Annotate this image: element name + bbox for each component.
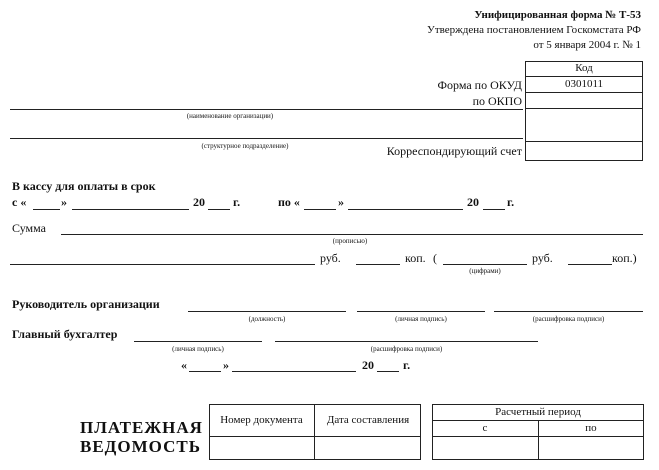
date-close: »: [223, 358, 229, 372]
okud-label: Форма по ОКУД: [437, 78, 522, 92]
amount-label: Сумма: [12, 221, 46, 235]
date-open: «: [181, 358, 187, 372]
to-year-suffix: г.: [507, 195, 515, 209]
head-signature-caption: (личная подпись): [395, 315, 447, 323]
org-name-line: [10, 109, 523, 110]
col-date-created: Дата составления: [326, 414, 410, 426]
from-quote-close: »: [61, 195, 67, 209]
corr-account-label: Корреспондирующий счет: [386, 144, 522, 158]
kop-label-1: коп.: [405, 251, 426, 265]
codes-header: Код: [575, 62, 593, 74]
to-prefix: по «: [278, 195, 300, 209]
accountant-signature-caption: (личная подпись): [172, 345, 224, 353]
head-label: Руководитель организации: [12, 297, 160, 311]
period-header: Расчетный период: [495, 406, 581, 418]
position-line: [188, 311, 346, 312]
col-document-number: Номер документа: [220, 414, 303, 426]
accountant-label: Главный бухгалтер: [12, 327, 118, 341]
payment-period-title: В кассу для оплаты в срок: [12, 179, 156, 193]
org-name-caption: (наименование организации): [186, 112, 274, 120]
to-quote-close: »: [338, 195, 344, 209]
approval-text: Утверждена постановлением Госкомстата РФ: [427, 24, 641, 36]
accountant-signature-line: [134, 341, 262, 342]
document-title-line1: ПЛАТЕЖНАЯ: [80, 418, 203, 437]
approval-date: от 5 января 2004 г. № 1: [533, 39, 641, 51]
doc-info-table: [209, 404, 421, 460]
subdivision-line: [10, 138, 523, 139]
amount-words-line-2: [10, 264, 315, 265]
document-title-line2: ВЕДОМОСТЬ: [80, 437, 201, 456]
paren-open: (: [433, 251, 437, 265]
subdivision-caption: (структурное подразделение): [201, 142, 289, 150]
okud-value: 0301011: [564, 78, 604, 90]
rub-label-2: руб.: [532, 251, 553, 265]
date-year-prefix: 20: [362, 358, 374, 372]
from-prefix: с «: [12, 195, 27, 209]
head-decode-line: [494, 311, 643, 312]
form-code-title: Унифицированная форма № Т-53: [474, 9, 641, 21]
period-from: с: [482, 422, 488, 434]
digits-caption: (цифрами): [469, 267, 501, 275]
accountant-decode-line: [275, 341, 538, 342]
head-decode-caption: (расшифровка подписи): [532, 315, 605, 323]
date-year-suffix: г.: [403, 358, 411, 372]
kop-label-2: коп.): [612, 251, 637, 265]
okpo-label: по ОКПО: [472, 94, 522, 108]
words-caption: (прописью): [332, 237, 368, 245]
rub-label-1: руб.: [320, 251, 341, 265]
accountant-decode-caption: (расшифровка подписи): [370, 345, 443, 353]
to-year-prefix: 20: [467, 195, 479, 209]
from-year-prefix: 20: [193, 195, 205, 209]
period-to: по: [585, 422, 597, 434]
amount-words-line: [61, 234, 643, 235]
from-year-suffix: г.: [233, 195, 241, 209]
head-signature-line: [357, 311, 485, 312]
position-caption: (должность): [248, 315, 286, 323]
